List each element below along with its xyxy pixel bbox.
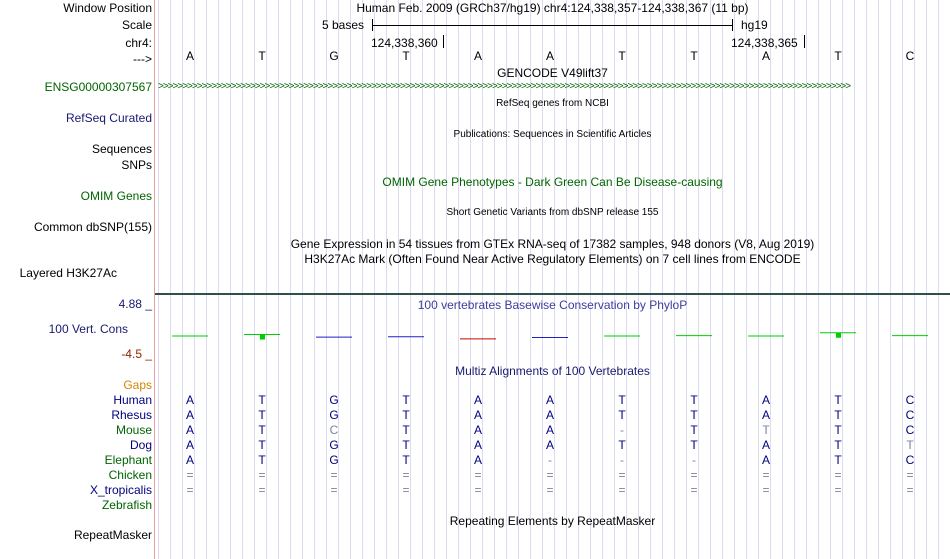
- alignment-base: =: [690, 468, 698, 482]
- alignment-base: T: [402, 438, 410, 452]
- alignment-base: =: [834, 483, 842, 497]
- sequence-base: T: [402, 49, 410, 63]
- alignment-base: C: [905, 393, 915, 407]
- refseq-curated-label[interactable]: RefSeq Curated: [65, 111, 152, 125]
- chrom-label[interactable]: chr4:: [125, 36, 152, 50]
- alignment-base: C: [905, 408, 915, 422]
- alignment-base: A: [185, 408, 194, 422]
- track-image-area[interactable]: [155, 0, 950, 559]
- common-dbsnp-label[interactable]: Common dbSNP(155): [33, 220, 152, 234]
- alignment-base: T: [258, 453, 266, 467]
- gencode-track-title[interactable]: GENCODE V49lift37: [497, 66, 608, 80]
- gtex-track-title[interactable]: Gene Expression in 54 tissues from GTEx RNA-seq of 17382 samples, 948 donors (V8, Aug 2019): [290, 237, 815, 251]
- strand-arrow-label[interactable]: --->: [133, 52, 152, 66]
- species-label[interactable]: Rhesus: [111, 408, 152, 422]
- alignment-base: T: [690, 393, 698, 407]
- alignment-base: T: [834, 408, 842, 422]
- phylop-score-bar: [260, 335, 265, 340]
- gene-id-label[interactable]: ENSG00000307567: [44, 80, 152, 94]
- sequence-base: A: [761, 49, 770, 63]
- alignment-base: A: [185, 423, 194, 437]
- h3k27ac-label[interactable]: Layered H3K27Ac: [19, 266, 117, 280]
- alignment-base: T: [402, 453, 410, 467]
- alignment-base: =: [906, 468, 914, 482]
- alignment-base: T: [762, 423, 770, 437]
- omim-track-title[interactable]: OMIM Gene Phenotypes - Dark Green Can Be Disease-causing: [382, 175, 723, 189]
- alignment-base: T: [258, 423, 266, 437]
- window-position-label[interactable]: Window Position: [63, 1, 152, 15]
- alignment-base: A: [545, 423, 554, 437]
- cons-track-label[interactable]: 100 Vert. Cons: [48, 322, 128, 336]
- alignment-base: A: [473, 438, 482, 452]
- sequence-base: T: [618, 49, 626, 63]
- alignment-base: A: [761, 453, 770, 467]
- sequence-base: T: [258, 49, 266, 63]
- alignment-base: C: [905, 453, 915, 467]
- alignment-base: =: [474, 483, 482, 497]
- track-labels-column: [0, 0, 155, 559]
- alignment-base: T: [618, 438, 626, 452]
- sequence-base: T: [834, 49, 842, 63]
- alignment-base: =: [618, 468, 626, 482]
- alignment-base: T: [402, 393, 410, 407]
- snps-label[interactable]: SNPs: [121, 158, 152, 172]
- gaps-label[interactable]: Gaps: [123, 378, 152, 392]
- alignment-base: T: [834, 393, 842, 407]
- repeatmasker-label[interactable]: RepeatMasker: [73, 528, 152, 542]
- species-label[interactable]: Dog: [129, 438, 152, 452]
- species-label[interactable]: Elephant: [104, 453, 152, 467]
- alignment-base: A: [545, 393, 554, 407]
- sequence-base: A: [473, 49, 482, 63]
- phylop-track-title[interactable]: 100 vertebrates Basewise Conservation by PhyloP: [417, 298, 688, 312]
- alignment-base: A: [185, 438, 194, 452]
- alignment-base: A: [473, 453, 482, 467]
- alignment-base: =: [618, 483, 626, 497]
- scale-label[interactable]: Scale: [121, 18, 152, 32]
- phylop-graph[interactable]: [155, 313, 950, 359]
- scale-bar-left-tick: [372, 19, 373, 31]
- alignment-base: T: [618, 393, 626, 407]
- alignment-base: T: [834, 423, 842, 437]
- alignment-base: A: [761, 393, 770, 407]
- sequences-label[interactable]: Sequences: [91, 142, 152, 156]
- alignment-base: T: [834, 438, 842, 452]
- alignment-base: A: [185, 393, 194, 407]
- coord-right-tick: [804, 35, 805, 48]
- alignment-base: =: [546, 468, 554, 482]
- alignment-base: A: [545, 438, 554, 452]
- alignment-base: =: [258, 483, 266, 497]
- alignment-base: T: [690, 423, 698, 437]
- alignment-base: A: [545, 408, 554, 422]
- sequence-base: C: [905, 49, 915, 63]
- coord-right: 124,338,365: [731, 36, 798, 50]
- alignment-base: -: [548, 453, 552, 467]
- alignment-base: T: [402, 408, 410, 422]
- coord-left-tick: [443, 35, 444, 48]
- alignment-base: -: [692, 453, 696, 467]
- publications-track-title[interactable]: Publications: Sequences in Scientific Articles: [453, 129, 652, 140]
- alignment-base: T: [834, 453, 842, 467]
- alignment-base: =: [186, 483, 194, 497]
- alignment-base: A: [473, 423, 482, 437]
- h3k27ac-track-title[interactable]: H3K27Ac Mark (Often Found Near Active Regulatory Elements) on 7 cell lines from ENCODE: [304, 252, 801, 266]
- sequence-base: A: [185, 49, 194, 63]
- alignment-base: G: [329, 408, 339, 422]
- alignment-base: T: [258, 393, 266, 407]
- alignment-base: =: [186, 468, 194, 482]
- cons-min-label: -4.5 _: [121, 347, 152, 361]
- alignment-base: =: [834, 468, 842, 482]
- alignment-base: G: [329, 453, 339, 467]
- repeatmasker-track-title[interactable]: Repeating Elements by RepeatMasker: [449, 514, 656, 528]
- phylop-score-bar: [836, 333, 841, 338]
- species-label[interactable]: Chicken: [108, 468, 152, 482]
- species-label[interactable]: X_tropicalis: [89, 483, 152, 497]
- alignment-base: T: [618, 408, 626, 422]
- gene-strand-arrows: >>>>>>>>>>>>>>>>>>>>>>>>>>>>>>>>>>>>>>>>>>>>>>>>>>>>>>>>>>>>>>>>>>>>>>>>>>>>>>>>>>>>>>>>>>>>>>>>>>>>>>>>>>>>>>>>>>>>>>>>>>>>>>>>>>>>>>>>>>>>>>>: [158, 81, 851, 92]
- multiz-track-title[interactable]: Multiz Alignments of 100 Vertebrates: [455, 364, 650, 378]
- assembly-text: hg19: [741, 18, 768, 32]
- alignment-base: T: [258, 438, 266, 452]
- alignment-base: =: [330, 468, 338, 482]
- alignment-base: =: [258, 468, 266, 482]
- alignment-base: =: [474, 468, 482, 482]
- dbsnp-track-title[interactable]: Short Genetic Variants from dbSNP release 155: [446, 207, 659, 218]
- position-title: Human Feb. 2009 (GRCh37/hg19) chr4:124,338,357-124,338,367 (11 bp): [356, 1, 749, 15]
- alignment-base: -: [620, 423, 624, 437]
- species-label[interactable]: Zebrafish: [101, 498, 152, 512]
- omim-genes-label[interactable]: OMIM Genes: [80, 189, 152, 203]
- gene-feature[interactable]: [158, 81, 948, 93]
- species-label[interactable]: Human: [113, 393, 152, 407]
- alignment-base: C: [905, 423, 915, 437]
- alignment-base: =: [402, 483, 410, 497]
- alignment-base: C: [329, 423, 339, 437]
- alignment-base: =: [546, 483, 554, 497]
- species-label[interactable]: Mouse: [115, 423, 152, 437]
- alignment-base: =: [762, 483, 770, 497]
- alignment-base: A: [473, 393, 482, 407]
- alignment-base: -: [620, 453, 624, 467]
- alignment-base: T: [690, 438, 698, 452]
- alignment-base: =: [330, 483, 338, 497]
- alignment-base: =: [690, 483, 698, 497]
- alignment-base: =: [906, 483, 914, 497]
- alignment-base: T: [258, 408, 266, 422]
- scale-text: 5 bases: [322, 18, 365, 32]
- cons-max-label: 4.88 _: [118, 297, 152, 311]
- refseq-track-title[interactable]: RefSeq genes from NCBI: [496, 98, 609, 109]
- alignment-base: A: [473, 408, 482, 422]
- scale-bar: [372, 25, 733, 26]
- sequence-base: G: [329, 49, 339, 63]
- alignment-base: T: [402, 423, 410, 437]
- scale-bar-right-tick: [732, 19, 733, 31]
- alignment-base: T: [906, 438, 914, 452]
- alignment-base: G: [329, 393, 339, 407]
- alignment-base: G: [329, 438, 339, 452]
- sequence-base: A: [545, 49, 554, 63]
- coord-left: 124,338,360: [371, 36, 438, 50]
- alignment-base: A: [761, 408, 770, 422]
- alignment-base: A: [761, 438, 770, 452]
- alignment-base: A: [185, 453, 194, 467]
- sequence-base: T: [690, 49, 698, 63]
- alignment-base: T: [690, 408, 698, 422]
- alignment-base: =: [402, 468, 410, 482]
- alignment-base: =: [762, 468, 770, 482]
- track-divider: [155, 293, 950, 295]
